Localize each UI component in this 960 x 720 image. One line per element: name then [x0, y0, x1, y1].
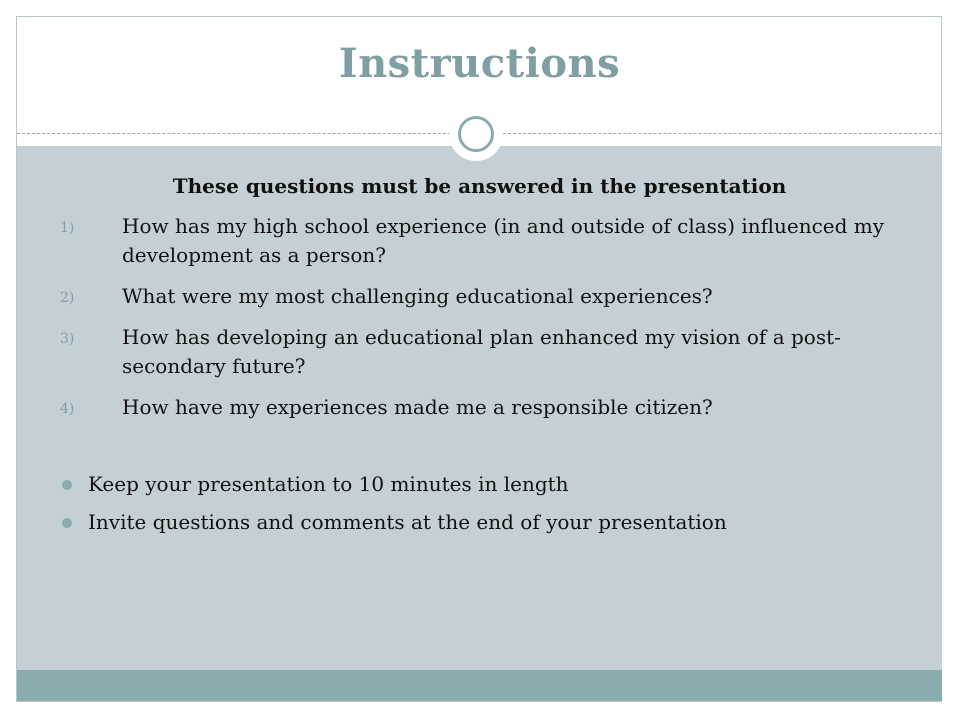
- footer-bar: [17, 670, 942, 701]
- question-item: [60, 282, 910, 311]
- instruction-item: [60, 470, 910, 499]
- questions-list: [60, 212, 910, 434]
- instruction-text: Keep your presentation to 10 minutes in length: [88, 472, 569, 496]
- question-text: How has my high school experience (in and outside of class) influenced my development as a person?: [122, 214, 885, 267]
- question-item: [60, 212, 910, 270]
- instruction-text: Invite questions and comments at the end of your presentation: [88, 510, 727, 534]
- question-item: [60, 323, 910, 381]
- question-item: [60, 393, 910, 422]
- slide-title: Instructions: [338, 40, 621, 87]
- question-number: 1): [60, 220, 75, 236]
- bullet-dot-icon: [62, 518, 72, 528]
- instructions-list: [60, 470, 910, 546]
- bullet-dot-icon: [62, 480, 72, 490]
- questions-heading: These questions must be answered in the presentation: [172, 174, 787, 198]
- question-number: 2): [60, 290, 75, 306]
- question-number: 3): [60, 331, 75, 347]
- question-text: What were my most challenging educational experiences?: [122, 284, 713, 308]
- divider-circle-icon: [458, 116, 494, 152]
- question-text: How have my experiences made me a responsible citizen?: [122, 395, 713, 419]
- instruction-item: [60, 508, 910, 537]
- question-text: How has developing an educational plan enhanced my vision of a post-secondary future?: [122, 325, 841, 378]
- question-number: 4): [60, 401, 75, 417]
